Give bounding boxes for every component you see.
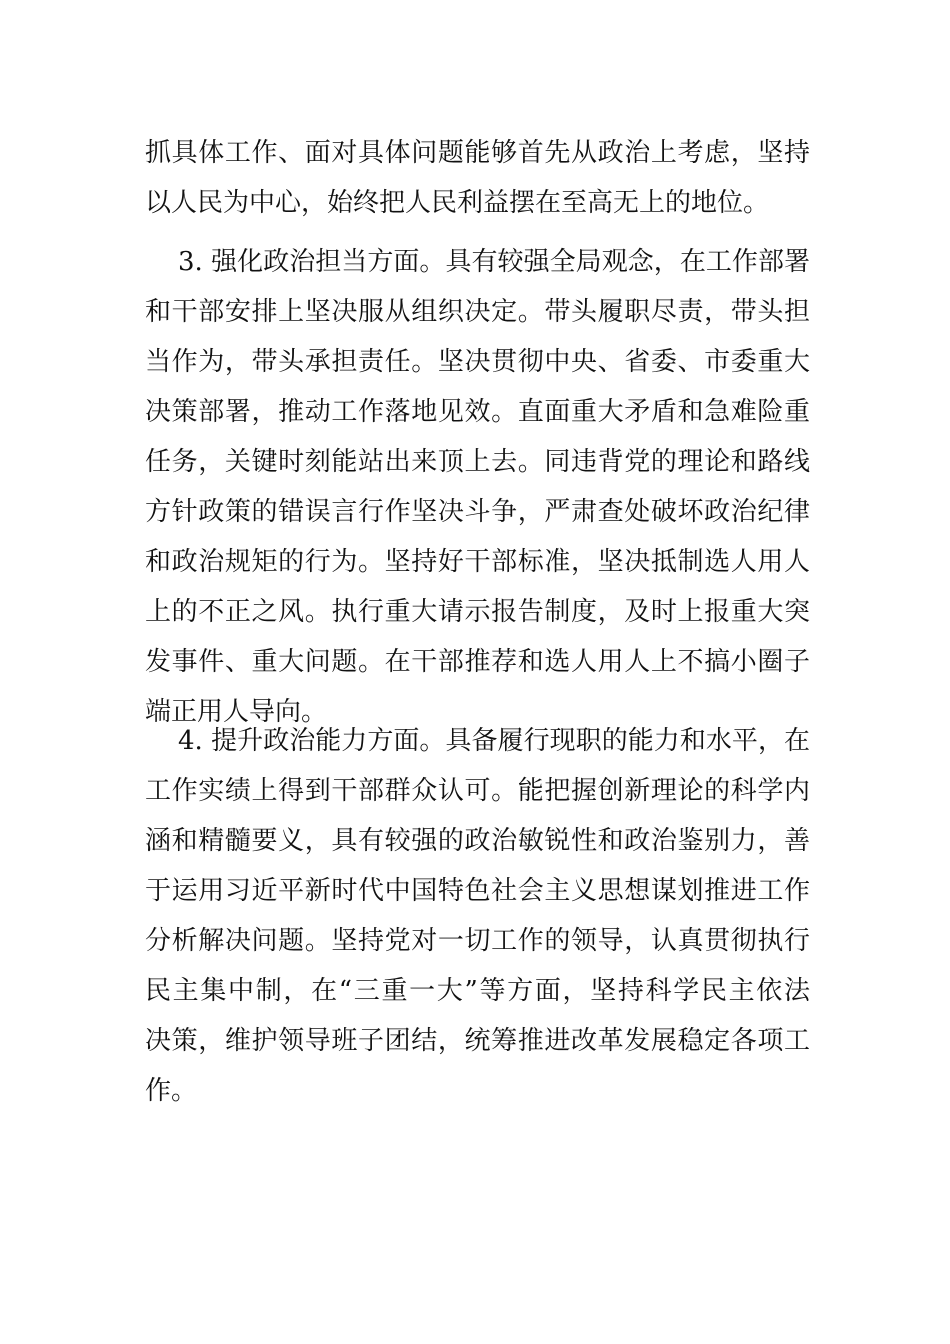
paragraph-3-political-responsibility	[145, 237, 810, 737]
paragraph-4-political-ability	[145, 716, 810, 1116]
text-line: 和干部安排上坚决服从组织决定。带头履职尽责，带头担	[145, 297, 810, 327]
text-line: 3. 强化政治担当方面。具有较强全局观念，在工作部署	[178, 247, 810, 277]
text-line: 上的不正之风。执行重大请示报告制度，及时上报重大突	[145, 597, 810, 627]
text-line: 分析解决问题。坚持党对一切工作的领导，认真贯彻执行	[145, 926, 810, 956]
paragraph-continuation	[145, 128, 810, 228]
text-line: 当作为，带头承担责任。坚决贯彻中央、省委、市委重大	[145, 347, 810, 377]
text-line: 任务，关键时刻能站出来顶上去。同违背党的理论和路线	[145, 447, 810, 477]
text-line: 端正用人导向。	[145, 697, 328, 727]
text-line: 决策部署，推动工作落地见效。直面重大矛盾和急难险重	[145, 397, 810, 427]
text-line: 涵和精髓要义，具有较强的政治敏锐性和政治鉴别力，善	[145, 826, 810, 856]
text-line: 工作实绩上得到干部群众认可。能把握创新理论的科学内	[145, 776, 810, 806]
text-line: 作。	[145, 1076, 198, 1106]
text-line: 和政治规矩的行为。坚持好干部标准，坚决抵制选人用人	[145, 547, 810, 577]
text-line: 于运用习近平新时代中国特色社会主义思想谋划推进工作	[145, 876, 810, 906]
text-line: 方针政策的错误言行作坚决斗争，严肃查处破坏政治纪律	[145, 497, 810, 527]
text-line: 民主集中制，在“三重一大”等方面，坚持科学民主依法	[145, 976, 810, 1006]
text-line: 发事件、重大问题。在干部推荐和选人用人上不搞小圈子	[145, 647, 810, 677]
text-line: 以人民为中心，始终把人民利益摆在至高无上的地位。	[145, 188, 770, 218]
text-line: 4. 提升政治能力方面。具备履行现职的能力和水平，在	[178, 726, 810, 756]
text-line: 抓具体工作、面对具体问题能够首先从政治上考虑，坚持	[145, 138, 810, 168]
text-line: 决策，维护领导班子团结，统筹推进改革发展稳定各项工	[145, 1026, 810, 1056]
